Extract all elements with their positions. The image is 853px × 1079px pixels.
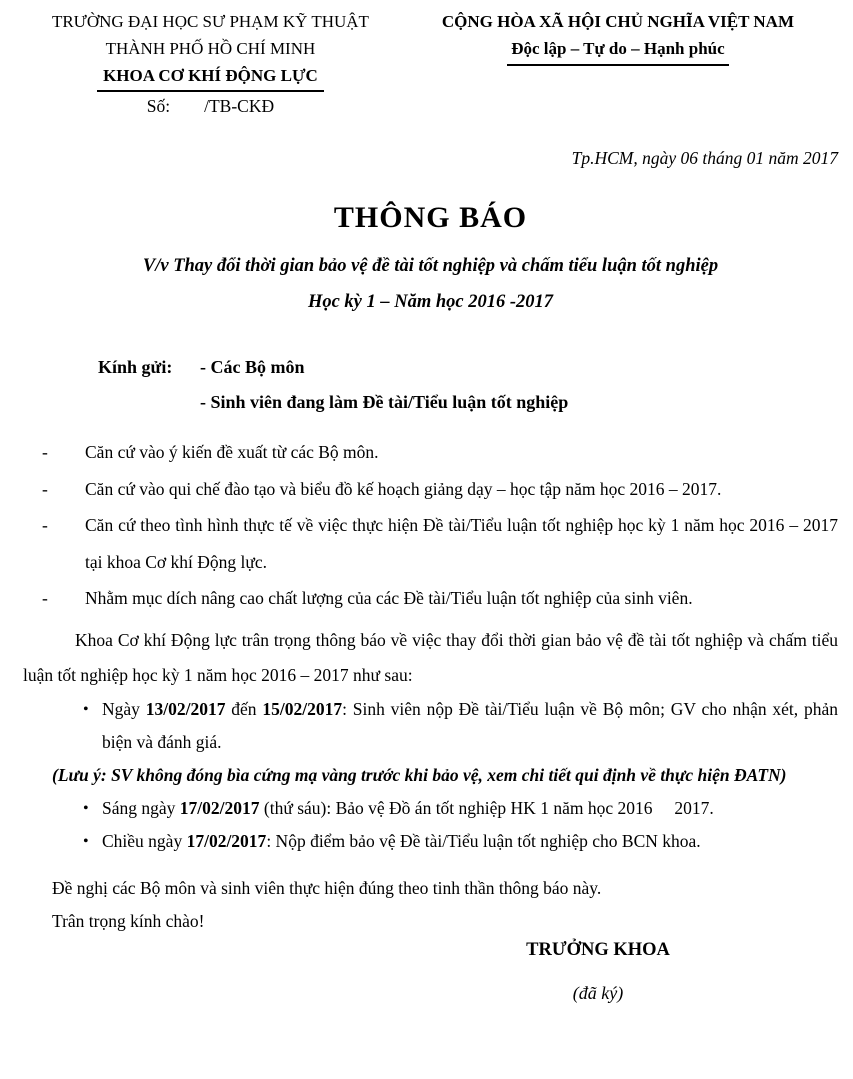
national-header-block	[398, 8, 838, 120]
signature-block	[438, 938, 758, 1005]
schedule-date: 15/02/2017	[262, 698, 343, 719]
recipients-section	[98, 350, 838, 420]
recipient-item: - Các Bộ môn	[200, 357, 305, 377]
schedule-item-defense	[23, 792, 838, 825]
ground-item	[23, 471, 838, 508]
national-motto: Độc lập – Tự do – Hạnh phúc	[507, 35, 728, 66]
country-title: CỘNG HÒA XÃ HỘI CHỦ NGHĨA VIỆT NAM	[441, 12, 795, 31]
schedule-date: 13/02/2017	[145, 698, 226, 719]
schedule-text: Chiều ngày	[102, 830, 187, 851]
signed-note: (đã ký)	[572, 982, 624, 1003]
university-name-line1: TRƯỜNG ĐẠI HỌC SƯ PHẠM KỸ THUẬT	[51, 12, 369, 31]
document-subtitle-1: V/v Thay đổi thời gian bảo vệ đề tài tốt nghiệp và chấm tiểu luận tốt nghiệp	[142, 256, 719, 276]
place-date-line: Tp.HCM, ngày 06 tháng 01 năm 2017	[571, 148, 838, 168]
university-name-line2: THÀNH PHỐ HỒ CHÍ MINH	[105, 39, 316, 58]
ground-text: Căn cứ vào qui chế đào tạo và biểu đồ kế hoạch giảng dạy – học tập năm học 2016 – 2017.	[85, 478, 722, 499]
closing-request-line: Đề nghị các Bộ môn và sinh viên thực hiện đúng theo tinh thần thông báo này.	[52, 877, 602, 898]
document-number-value: /TB-CKĐ	[204, 96, 275, 116]
recipients-label: Kính gửi:	[98, 357, 173, 377]
schedule-text: Ngày	[102, 698, 146, 719]
ground-text: Nhằm mục dích nâng cao chất lượng của các Đề tài/Tiểu luận tốt nghiệp của sinh viên.	[85, 588, 693, 608]
important-note: (Lưu ý: SV không đóng bìa cứng mạ vàng trước khi bảo vệ, xem chi tiết qui định về thực hiện ĐATN)	[52, 764, 787, 785]
dash-marker: -	[42, 515, 48, 535]
document-header	[23, 8, 838, 120]
ground-text: Căn cứ theo tình hình thực tế về việc thực hiện Đề tài/Tiểu luận tốt nghiệp học kỳ 1 năm học 2016 – 2017 tại khoa Cơ khí Động lực.	[85, 515, 838, 572]
schedule-text: : Nộp điểm bảo vệ Đề tài/Tiểu luận tốt nghiệp cho BCN khoa.	[266, 830, 701, 851]
signer-title: TRƯỞNG KHOA	[526, 939, 670, 960]
recipient-item: - Sinh viên đang làm Đề tài/Tiểu luận tốt nghiệp	[200, 392, 569, 412]
schedule-date: 17/02/2017	[186, 830, 267, 851]
bullet-marker: •	[83, 832, 89, 850]
schedule-text: (thứ sáu): Bảo vệ Đồ án tốt nghiệp HK 1 năm học 2016 2017.	[259, 797, 714, 818]
bullet-marker: •	[83, 700, 89, 718]
dash-marker: -	[42, 478, 48, 499]
department-name: KHOA CƠ KHÍ ĐỘNG LỰC	[97, 62, 324, 92]
issuing-organization-block	[23, 8, 398, 120]
document-title: THÔNG BÁO	[333, 201, 528, 234]
ground-text: Căn cứ vào ý kiến đề xuất từ các Bộ môn.	[85, 442, 379, 462]
closing-salutation-line: Trân trọng kính chào!	[52, 910, 205, 931]
schedule-date: 17/02/2017	[179, 797, 260, 818]
ground-item	[23, 507, 838, 580]
schedule-text: đến	[225, 698, 263, 719]
grounds-list	[23, 434, 838, 617]
announcement-intro-paragraph: Khoa Cơ khí Động lực trân trọng thông báo về việc thay đổi thời gian bảo vệ đề tài tốt nghiệp và chấm tiểu luận tốt nghiệp học kỳ 1 năm học 2016 – 2017 như sau:	[23, 629, 838, 685]
document-subtitle-2: Học kỳ 1 – Năm học 2016 -2017	[307, 292, 554, 312]
schedule-text: Sáng ngày	[102, 797, 180, 818]
bullet-marker: •	[83, 799, 89, 817]
recipients-list	[200, 350, 568, 420]
schedule-item-submission	[23, 693, 838, 759]
dash-marker: -	[42, 588, 48, 608]
schedule-text: : Sinh viên nộp Đề tài/Tiểu luận về Bộ môn; GV cho nhận xét, phản biện và đánh giá.	[102, 698, 838, 752]
document-number-line	[23, 92, 398, 120]
schedule-item-grades	[23, 825, 838, 858]
dash-marker: -	[42, 442, 48, 462]
document-number-label: Số:	[146, 96, 171, 116]
ground-item	[23, 434, 838, 471]
ground-item	[23, 580, 838, 617]
